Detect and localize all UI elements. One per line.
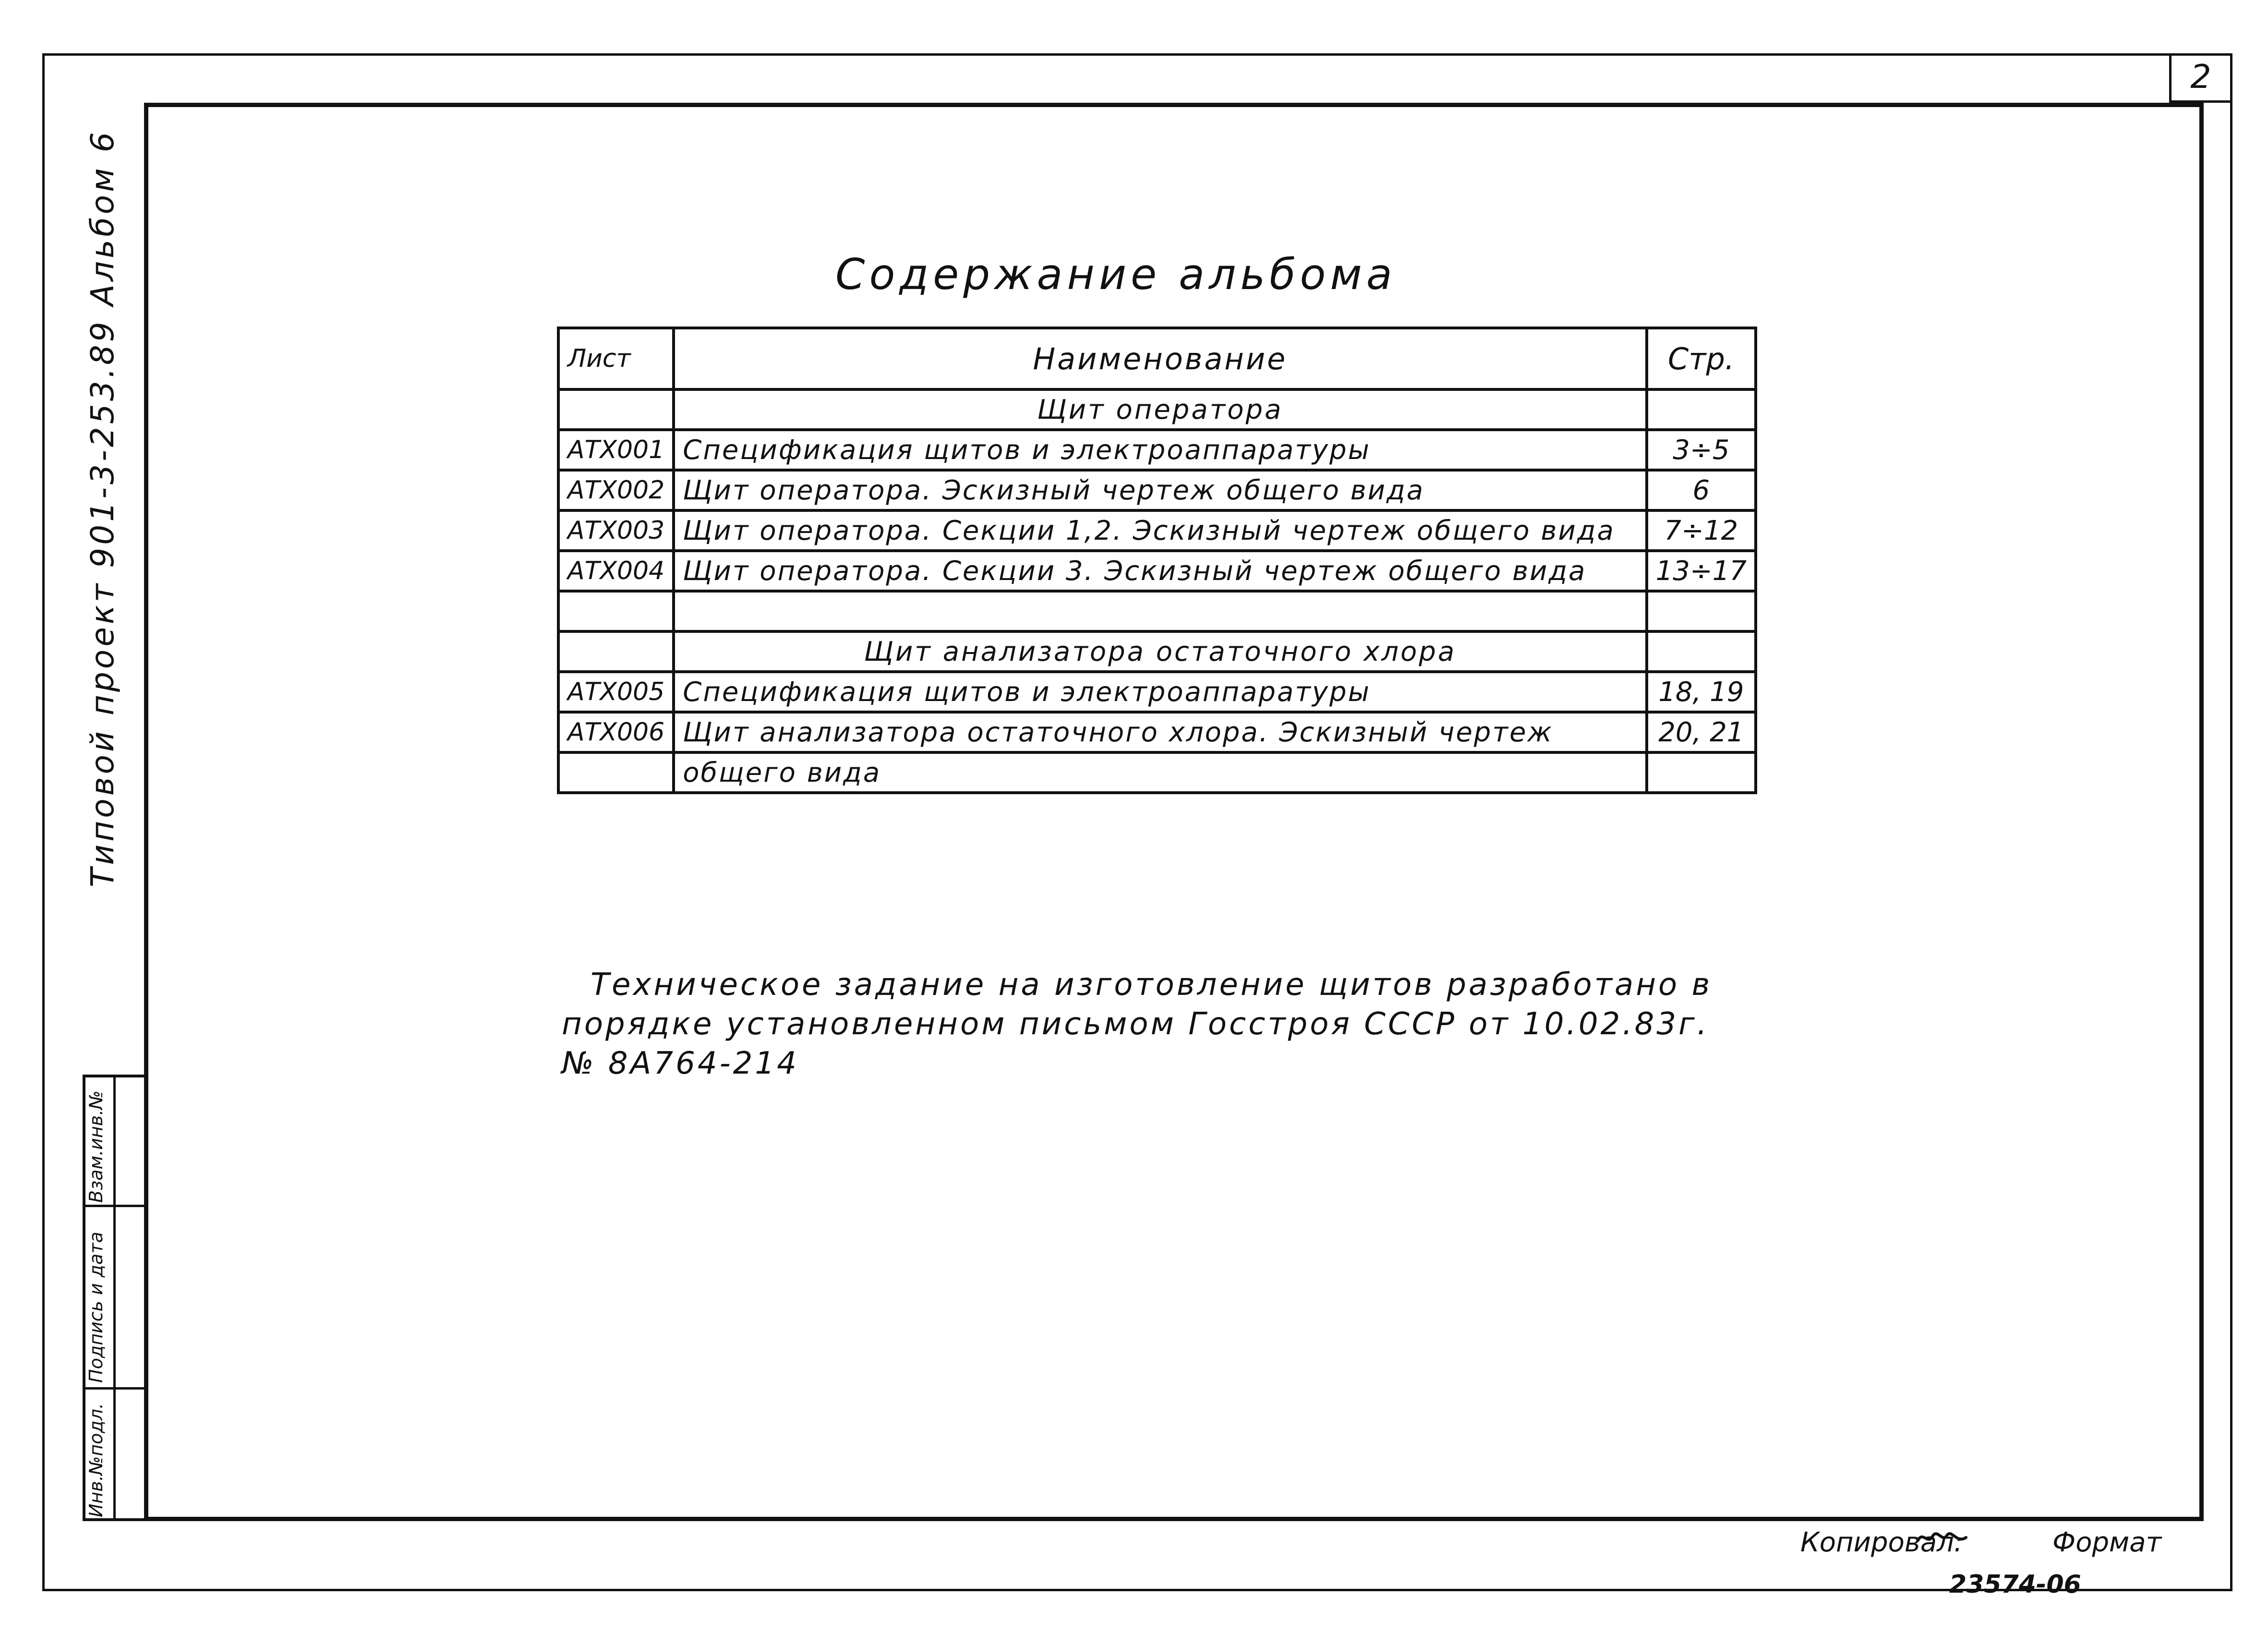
row-sheet: АТХ006 xyxy=(558,712,674,752)
table-row xyxy=(558,470,1756,510)
row-sheet xyxy=(558,631,674,672)
row-name: Спецификация щитов и электроаппаратуры xyxy=(674,672,1646,712)
header-page: Стр. xyxy=(1647,328,1756,389)
page-number: 2 xyxy=(2190,58,2211,96)
table-row xyxy=(558,712,1756,752)
row-name: Щит оператора. Секции 3. Эскизный чертеж общего вида xyxy=(674,551,1646,591)
contents-table xyxy=(557,327,1757,794)
row-page xyxy=(1647,389,1756,430)
note-line-3: № 8А764-214 xyxy=(562,1046,799,1081)
table-row xyxy=(558,752,1756,793)
row-sheet xyxy=(558,752,674,793)
table-row xyxy=(558,591,1756,631)
table-row xyxy=(558,631,1756,672)
document-number: 23574-06 xyxy=(1949,1570,2081,1599)
row-sheet: АТХ003 xyxy=(558,510,674,551)
row-name: Спецификация щитов и электроаппаратуры xyxy=(674,430,1646,470)
header-sheet: Лист xyxy=(558,328,674,389)
header-name: Наименование xyxy=(674,328,1646,389)
page-title: Содержание альбома xyxy=(835,250,1397,299)
row-sheet: АТХ002 xyxy=(558,470,674,510)
row-page xyxy=(1647,631,1756,672)
strip-divider xyxy=(113,1077,116,1518)
note-line-2: порядке установленном письмом Госстроя СССР от 10.02.83г. xyxy=(562,1006,1710,1042)
row-page: 18, 19 xyxy=(1647,672,1756,712)
replace-inv-label: Взам.инв.№ xyxy=(85,1090,107,1203)
sign-date-label: Подпись и дата xyxy=(85,1232,107,1383)
row-name: Щит оператора. Секции 1,2. Эскизный чертеж общего вида xyxy=(674,510,1646,551)
table-row xyxy=(558,672,1756,712)
drawing-frame xyxy=(144,103,2204,1521)
row-sheet xyxy=(558,389,674,430)
row-name: Щит анализатора остаточного хлора xyxy=(674,631,1646,672)
row-sheet xyxy=(558,591,674,631)
row-name: Щит оператора xyxy=(674,389,1646,430)
table-row xyxy=(558,430,1756,470)
row-sheet: АТХ004 xyxy=(558,551,674,591)
row-name: Щит оператора. Эскизный чертеж общего вида xyxy=(674,470,1646,510)
row-name xyxy=(674,591,1646,631)
row-name: Щит анализатора остаточного хлора. Эскизный чертеж xyxy=(674,712,1646,752)
row-sheet: АТХ001 xyxy=(558,430,674,470)
copied-by-label: Копировал: xyxy=(1800,1527,1963,1558)
table-row xyxy=(558,510,1756,551)
copier-signature-icon xyxy=(1916,1526,1968,1550)
side-title: Типовой проект 901-3-253.89 Альбом 6 xyxy=(84,129,121,887)
row-sheet: АТХ005 xyxy=(558,672,674,712)
row-page xyxy=(1647,591,1756,631)
row-page: 7÷12 xyxy=(1647,510,1756,551)
row-page xyxy=(1647,752,1756,793)
note-line-1: Техническое задание на изготовление щитов разработано в xyxy=(591,967,1713,1003)
row-page: 13÷17 xyxy=(1647,551,1756,591)
format-label: Формат xyxy=(2052,1527,2162,1558)
row-page: 20, 21 xyxy=(1647,712,1756,752)
row-page: 6 xyxy=(1647,470,1756,510)
technical-note xyxy=(562,965,1712,1083)
table-header-row xyxy=(558,328,1756,389)
row-name: общего вида xyxy=(674,752,1646,793)
table-row xyxy=(558,389,1756,430)
page-number-box xyxy=(2169,53,2232,103)
row-page: 3÷5 xyxy=(1647,430,1756,470)
inv-no-label: Инв.№подл. xyxy=(85,1403,107,1517)
table-row xyxy=(558,551,1756,591)
